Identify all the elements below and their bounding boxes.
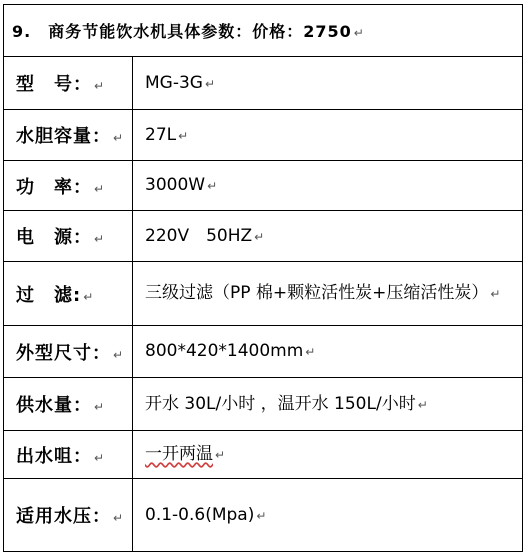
- table-title: 9. 商务节能饮水机具体参数：价格：2750: [12, 22, 352, 41]
- row-label: 功 率：: [16, 176, 92, 198]
- row-label: 型 号：: [16, 74, 92, 95]
- row-value: 开水 30L/小时 ，温开水 150L/小时: [145, 393, 416, 414]
- paragraph-mark: ↵: [204, 76, 216, 91]
- paragraph-mark: ↵: [94, 450, 106, 465]
- title-row: [4, 5, 523, 57]
- paragraph-mark: ↵: [178, 128, 189, 143]
- row-label-cell: [4, 479, 133, 552]
- row-value-cell: [133, 431, 523, 479]
- row-label-cell: [4, 211, 133, 262]
- paragraph-mark: ↵: [215, 448, 226, 462]
- row-value: MG-3G: [145, 72, 203, 93]
- row-value: 一开两温: [145, 444, 213, 464]
- row-label: 适用水压：: [16, 506, 111, 527]
- table-row: [4, 431, 523, 479]
- row-value-cell: [133, 378, 523, 431]
- row-label-cell: [4, 161, 133, 211]
- table-row: [4, 262, 523, 326]
- row-label: 外型尺寸：: [16, 342, 111, 364]
- table-row: [4, 378, 523, 431]
- table-row: [4, 57, 523, 110]
- paragraph-mark: ↵: [94, 79, 106, 93]
- paragraph-mark: ↵: [94, 232, 106, 246]
- row-value: 3000W: [145, 175, 206, 195]
- table-row: [4, 110, 523, 161]
- row-label-cell: [4, 326, 133, 378]
- paragraph-mark: ↵: [207, 179, 218, 193]
- table-row: [4, 161, 523, 211]
- row-label-cell: [4, 110, 133, 161]
- row-value-cell: [133, 262, 523, 326]
- paragraph-mark: ↵: [256, 508, 267, 523]
- row-label: 过 滤:: [16, 284, 82, 306]
- row-label-cell: [4, 378, 133, 431]
- table-row: [4, 479, 523, 552]
- row-value-cell: [133, 211, 523, 262]
- table-row: [4, 211, 523, 262]
- row-label: 电 源：: [16, 227, 92, 248]
- paragraph-mark: ↵: [490, 287, 501, 301]
- paragraph-mark: ↵: [353, 26, 365, 40]
- paragraph-mark: ↵: [83, 289, 95, 304]
- paragraph-mark: ↵: [417, 397, 428, 412]
- row-label-cell: [4, 57, 133, 110]
- row-label: 出水咀：: [16, 445, 92, 467]
- row-label: 供水量：: [16, 395, 92, 416]
- row-value: 220V 50HZ: [145, 225, 253, 246]
- row-label-cell: [4, 431, 133, 479]
- spec-table: [3, 4, 523, 552]
- table-row: [4, 326, 523, 378]
- paragraph-mark: ↵: [94, 400, 106, 414]
- title-cell: [4, 5, 523, 57]
- row-label-cell: [4, 262, 133, 326]
- paragraph-mark: ↵: [113, 511, 125, 525]
- paragraph-mark: ↵: [305, 345, 316, 359]
- row-value-cell: [133, 161, 523, 211]
- paragraph-mark: ↵: [113, 131, 125, 145]
- row-value: 三级过滤（PP 棉+颗粒活性炭+压缩活性炭）: [145, 283, 489, 303]
- paragraph-mark: ↵: [113, 347, 125, 362]
- paragraph-mark: ↵: [94, 181, 106, 196]
- paragraph-mark: ↵: [254, 229, 265, 244]
- row-label: 水胆容量：: [16, 126, 111, 147]
- row-value: 800*420*1400mm: [145, 341, 304, 361]
- row-value: 27L: [145, 124, 177, 145]
- row-value-cell: [133, 326, 523, 378]
- row-value: 0.1-0.6(Mpa): [145, 504, 255, 525]
- row-value-cell: [133, 110, 523, 161]
- row-value-cell: [133, 57, 523, 110]
- row-value-cell: [133, 479, 523, 552]
